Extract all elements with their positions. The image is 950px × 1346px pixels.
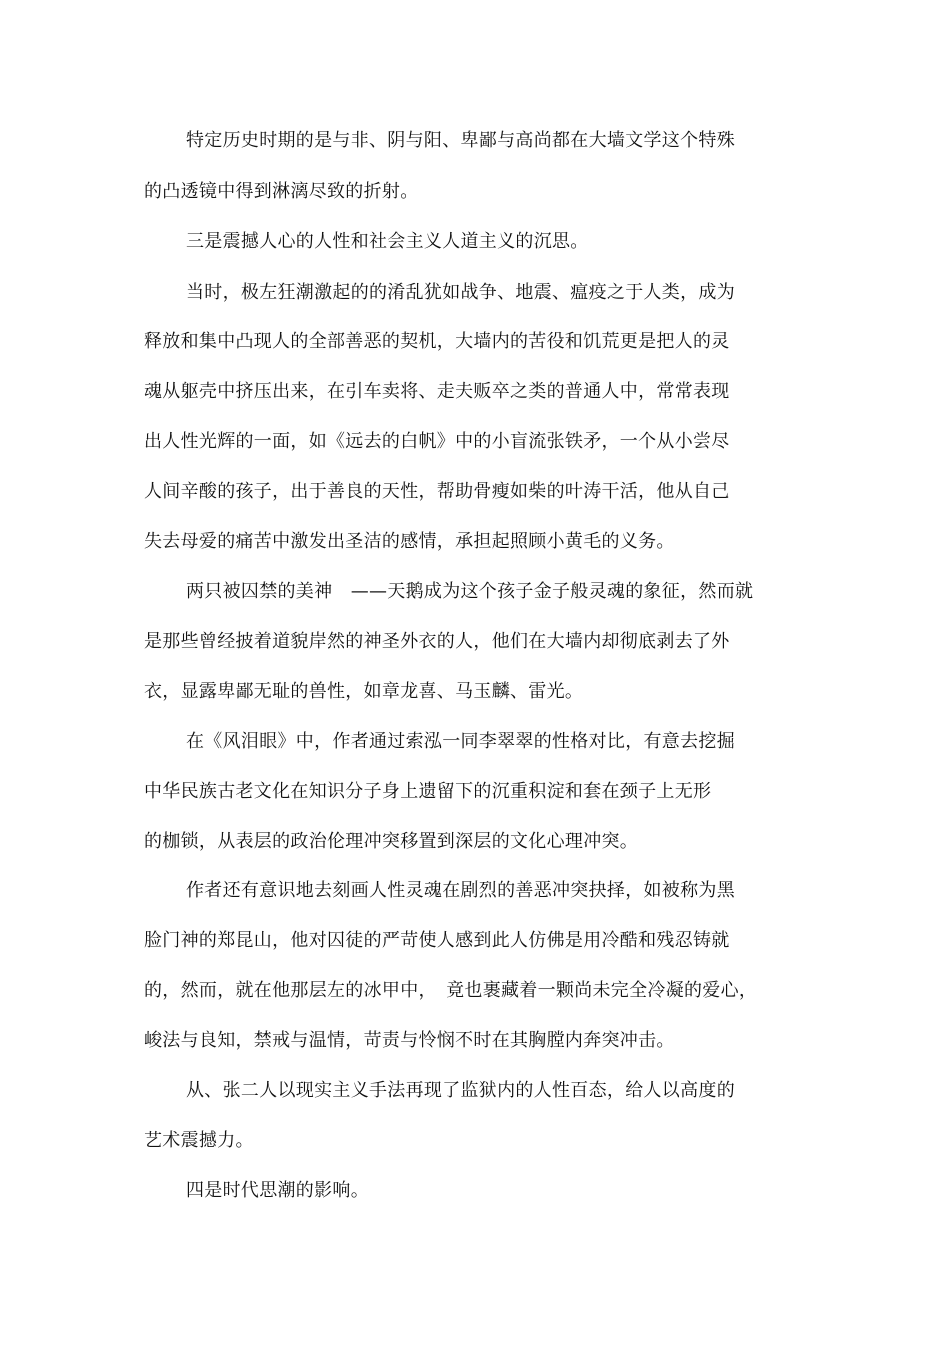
text-line: 魂从躯壳中挤压出来，在引车卖将、走夫贩卒之类的普通人中，常常表现 <box>144 381 730 402</box>
text-line: 释放和集中凸现人的全部善恶的契机，大墙内的苦役和饥荒更是把人的灵 <box>144 331 730 352</box>
text-line: 中华民族古老文化在知识分子身上遗留下的沉重积淀和套在颈子上无形 <box>144 781 712 802</box>
text-line: 出人性光辉的一面，如《远去的白帆》中的小盲流张铁矛，一个从小尝尽 <box>144 431 730 452</box>
text-line: 从、张二人以现实主义手法再现了监狱内的人性百态，给人以高度的 <box>186 1080 735 1101</box>
text-line: 的凸透镜中得到淋漓尽致的折射。 <box>144 181 419 202</box>
text-line: 作者还有意识地去刻画人性灵魂在剧烈的善恶冲突抉择，如被称为黑 <box>186 880 735 901</box>
text-line: 在《风泪眼》中，作者通过索泓一同李翠翠的性格对比，有意去挖掘 <box>186 731 735 752</box>
text-line: 当时，极左狂潮激起的的淆乱犹如战争、地震、瘟疫之于人类，成为 <box>186 282 735 303</box>
text-line: 三是震撼人心的人性和社会主义人道主义的沉思。 <box>186 231 589 252</box>
text-line: 特定历史时期的是与非、阴与阳、卑鄙与高尚都在大墙文学这个特殊 <box>186 130 735 151</box>
text-line: 是那些曾经披着道貌岸然的神圣外衣的人，他们在大墙内却彻底剥去了外 <box>144 631 730 652</box>
text-line: 峻法与良知，禁戒与温情，苛责与怜悯不时在其胸膛内奔突冲击。 <box>144 1030 675 1051</box>
text-line: 衣，显露卑鄙无耻的兽性，如章龙喜、马玉麟、雷光。 <box>144 681 584 702</box>
text-line: 的，然而，就在他那层左的冰甲中， 竟也裹藏着一颗尚未完全冷凝的爱心， <box>144 980 758 1001</box>
text-line: 的枷锁，从表层的政治伦理冲突移置到深层的文化心理冲突。 <box>144 831 639 852</box>
text-line: 两只被囚禁的美神 ——天鹅成为这个孩子金子般灵魂的象征，然而就 <box>186 581 754 602</box>
text-line: 四是时代思潮的影响。 <box>186 1180 369 1201</box>
text-line: 失去母爱的痛苦中激发出圣洁的感情，承担起照顾小黄毛的义务。 <box>144 531 675 552</box>
text-line: 艺术震撼力。 <box>144 1130 254 1151</box>
text-line: 脸门神的郑昆山，他对囚徒的严苛使人感到此人仿佛是用冷酷和残忍铸就 <box>144 930 730 951</box>
text-line: 人间辛酸的孩子，出于善良的天性，帮助骨瘦如柴的叶涛干活，他从自己 <box>144 481 730 502</box>
